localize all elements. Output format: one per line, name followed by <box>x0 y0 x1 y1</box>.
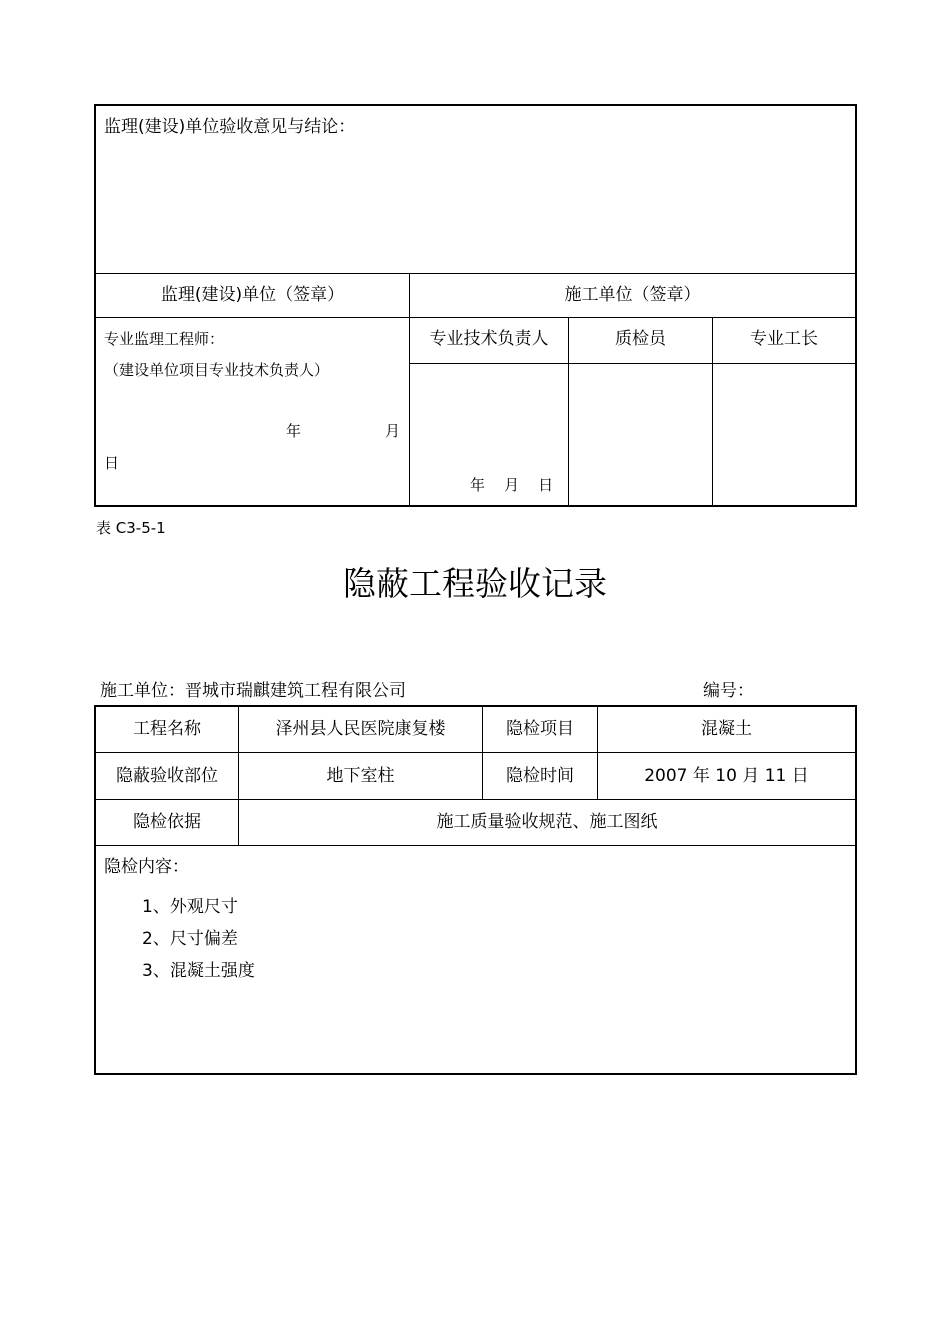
right-date: 年 月 日 <box>470 476 554 494</box>
location-label: 隐蔽验收部位 <box>116 766 218 786</box>
item-label: 隐检项目 <box>506 719 574 739</box>
col-foreman: 专业工长 <box>750 329 818 349</box>
location-value: 地下室柱 <box>326 766 395 786</box>
basis-label: 隐检依据 <box>133 812 201 832</box>
col-tech-lead: 专业技术负责人 <box>429 329 549 349</box>
engineer-note: （建设单位项目专业技术负责人） <box>104 361 330 379</box>
content-item: 3、混凝土强度 <box>142 961 255 981</box>
left-date-year: 年 <box>286 422 302 440</box>
col-inspector: 质检员 <box>615 329 666 349</box>
item-value: 混凝土 <box>701 719 752 739</box>
form-code: 表 C3-5-1 <box>96 519 166 537</box>
time-value: 2007 年 10 月 11 日 <box>644 766 809 786</box>
content-label: 隐检内容： <box>104 857 189 877</box>
contractor-name: 施工单位：晋城市瑞麒建筑工程有限公司 <box>100 681 406 701</box>
basis-value: 施工质量验收规范、施工图纸 <box>436 812 658 832</box>
engineer-label: 专业监理工程师： <box>104 330 225 348</box>
content-item: 2、尺寸偏差 <box>142 929 238 949</box>
left-date-day: 日 <box>104 454 120 472</box>
left-date-month: 月 <box>385 422 401 440</box>
page-title: 隐蔽工程验收记录 <box>343 564 607 603</box>
time-label: 隐检时间 <box>506 766 574 786</box>
content-item: 1、外观尺寸 <box>142 897 238 917</box>
opinion-label: 监理(建设)单位验收意见与结论： <box>104 117 356 137</box>
contractor-sign-header: 施工单位（签章） <box>564 285 701 305</box>
project-name-value: 泽州县人民医院康复楼 <box>275 719 446 739</box>
number-label: 编号： <box>703 681 754 701</box>
supervisor-sign-header: 监理(建设)单位（签章） <box>160 285 345 305</box>
project-name-label: 工程名称 <box>133 719 201 739</box>
